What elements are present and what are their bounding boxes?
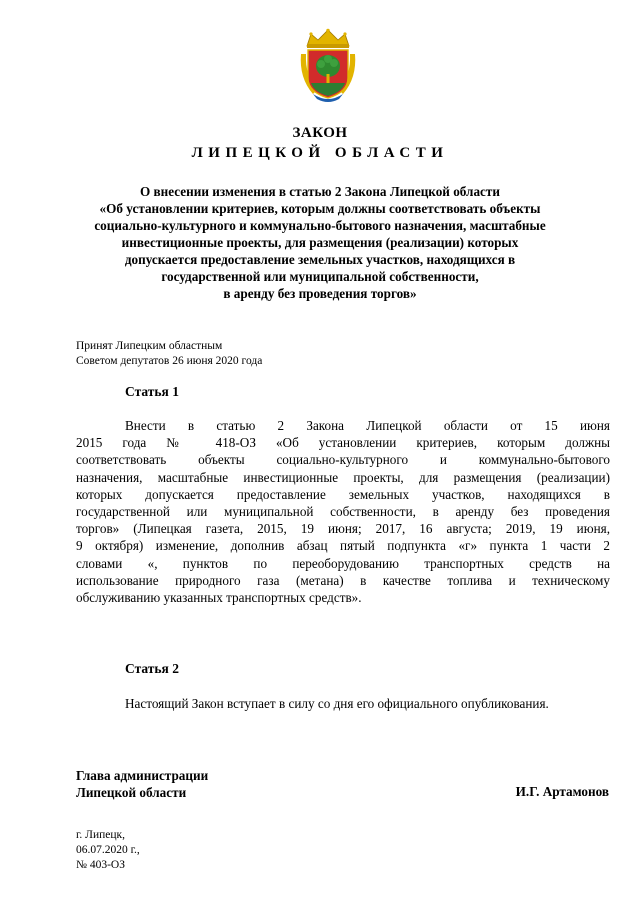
article-1-line: соответствовать объекты социально-культурного и коммунально-бытового [76, 452, 610, 468]
article-1-line: 9 октября) изменение, дополнив абзац пятый подпункта «г» пункта 1 части 2 [76, 538, 610, 554]
article-1-line: Внести в статью 2 Закона Липецкой области от 15 июня [125, 418, 610, 433]
footer-city: г. Липецк, [76, 829, 125, 841]
region-heading: ЛИПЕЦКОЙ ОБЛАСТИ [191, 145, 449, 161]
title-line: инвестиционные проекты, для размещения (реализации) которых [121, 235, 519, 250]
title-line: государственной или муниципальной собственности, [161, 269, 479, 284]
document-footer [76, 828, 140, 873]
law-heading: ЗАКОН [292, 125, 348, 141]
article-1-line: которых допускается предоставление земельных участков, находящихся в [76, 486, 610, 502]
article-1-line: 2015 года № 418-ОЗ «Об установлении критериев, которым должны [76, 435, 610, 451]
footer-number: № 403-ОЗ [76, 859, 125, 871]
title-line: «Об установлении критериев, которым должны соответствовать объекты [99, 201, 541, 216]
article-1-line: торгов» (Липецкая газета, 2015, 19 июня; 2017, 16 августа; 2019, 19 июня, [76, 521, 610, 537]
title-line: О внесении изменения в статью 2 Закона Липецкой области [140, 184, 500, 199]
article-1-line: использование природного газа (метана) в качестве топлива и техническому [76, 572, 610, 588]
article-1-text [76, 417, 610, 606]
article-1-line: назначения, масштабные инвестиционные проекты, для размещения (реализации) [76, 469, 610, 485]
signatory-name: И.Г. Артамонов [515, 784, 609, 799]
title-line: в аренду без проведения торгов» [223, 286, 417, 301]
signatory-position-line: Липецкой области [76, 785, 187, 800]
signatory-position-line: Глава администрации [76, 768, 209, 783]
article-1-heading: Статья 1 [125, 384, 179, 399]
lipetsk-coat-of-arms-icon [299, 28, 357, 105]
title-line: допускается предоставление земельных участков, находящихся в [124, 252, 516, 267]
adoption-line: Советом депутатов 26 июня 2020 года [76, 355, 263, 367]
article-2-heading: Статья 2 [125, 661, 179, 676]
article-2-text: Настоящий Закон вступает в силу со дня его официального опубликования. [125, 696, 549, 711]
footer-date: 06.07.2020 г., [76, 844, 140, 856]
law-title [70, 183, 570, 302]
article-1-line: обслуживанию указанных транспортных средств». [76, 590, 362, 606]
adoption-note [76, 339, 262, 369]
title-line: социально-культурного и коммунально-бытового назначения, масштабные [94, 218, 546, 233]
signatory-position [76, 767, 208, 801]
article-1-line: государственной или муниципальной собственности, в аренду без проведения [76, 504, 610, 520]
article-1-line: словами «, пунктов по переоборудованию транспортных средств на [76, 555, 610, 571]
adoption-line: Принят Липецким областным [76, 340, 223, 352]
